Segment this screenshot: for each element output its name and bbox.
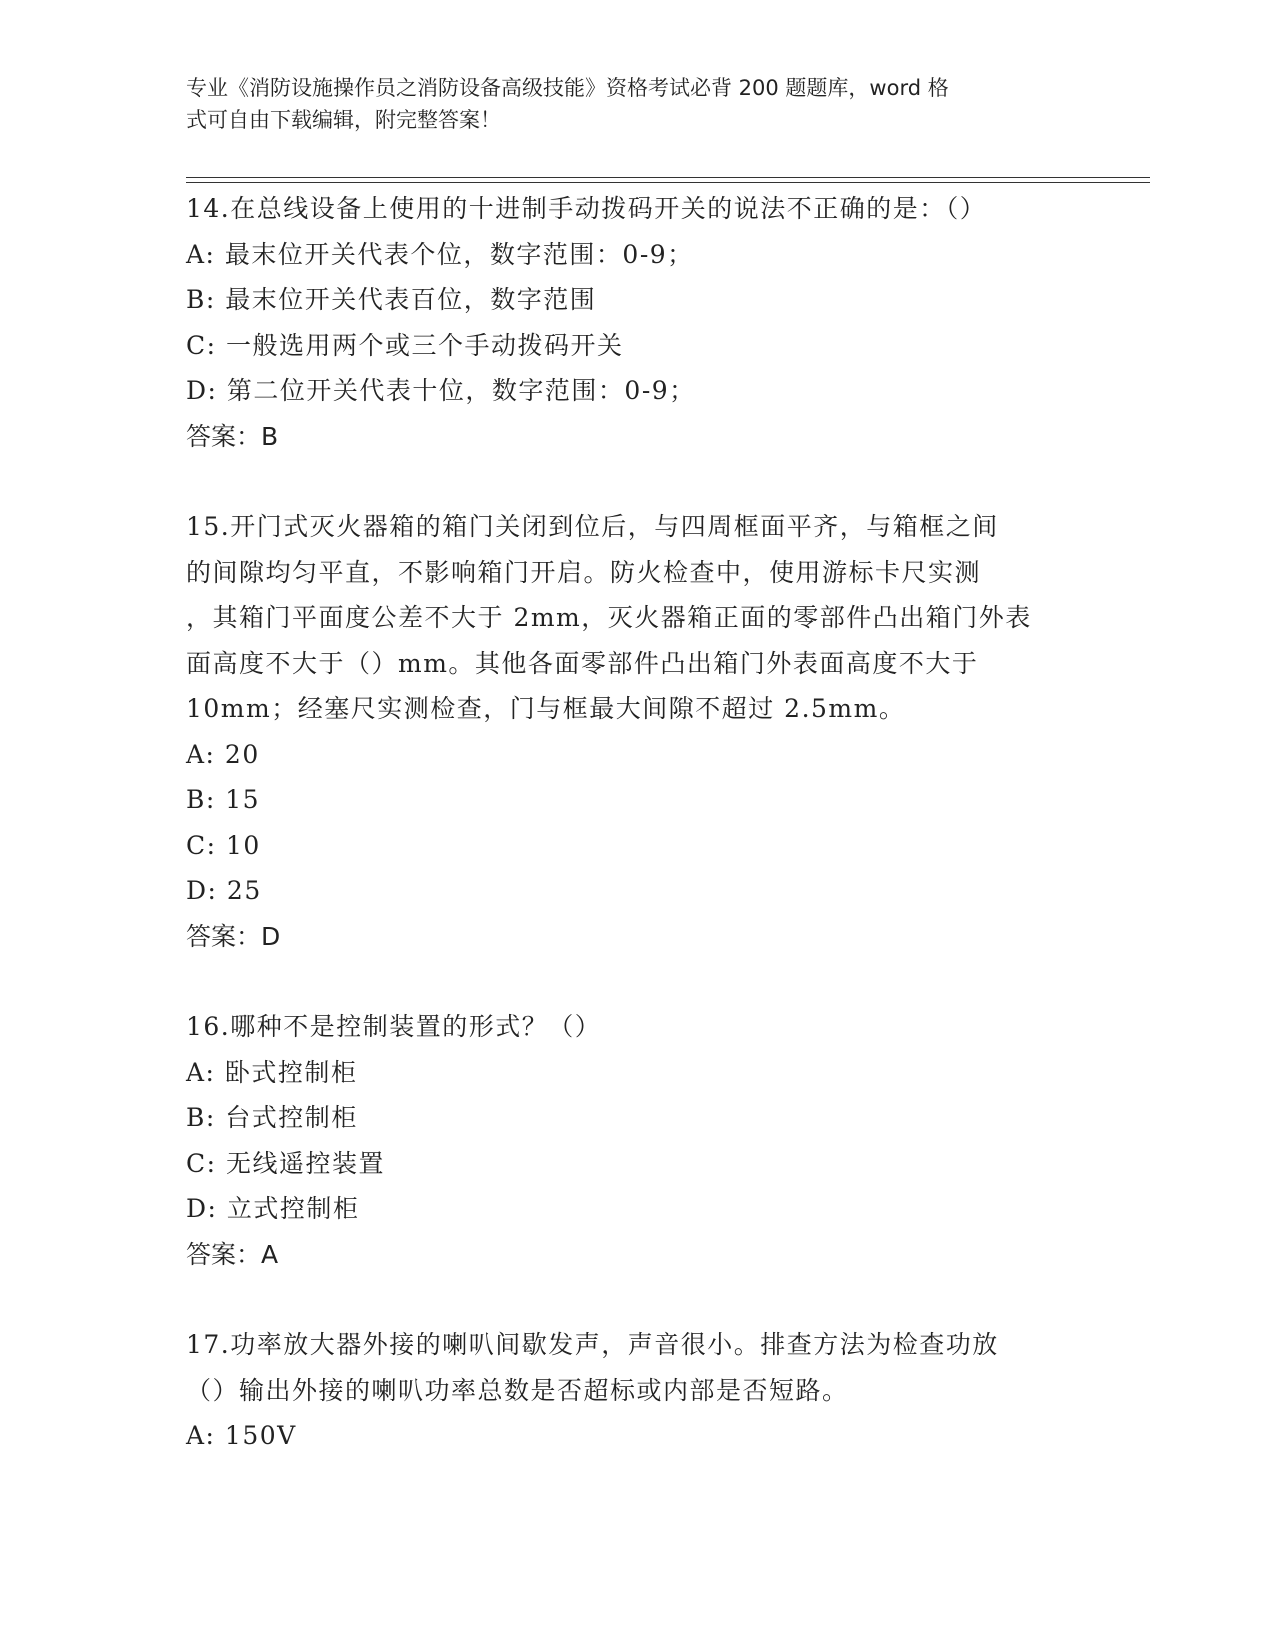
header-line-2: 式可自由下载编辑，附完整答案！ [186,108,501,132]
answer-line: 答案：D [186,921,281,951]
option-d: D: 立式控制柜 [186,1194,360,1223]
option-a: A: 150V [186,1421,297,1450]
option-a: A: 20 [186,739,260,769]
question-text-line: 17.功率放大器外接的喇叭间歇发声，声音很小。排查方法为检查功放 [186,1330,999,1359]
option-c: C: 无线遥控装置 [186,1148,385,1178]
question-15 [186,504,1086,959]
option-b: B: 台式控制柜 [186,1103,358,1132]
option-c: C: 一般选用两个或三个手动拨码开关 [186,330,624,360]
answer-line: 答案：B [186,421,279,451]
header-line-1: 专业《消防设施操作员之消防设备高级技能》资格考试必背 200 题题库，word 格 [186,76,949,100]
question-17 [186,1322,1086,1459]
answer-line: 答案：A [186,1239,279,1269]
option-b: B: 15 [186,785,261,814]
question-text-line: ，其箱门平面度公差不大于 2mm，灭火器箱正面的零部件凸出箱门外表 [186,603,1032,632]
option-d: D: 25 [186,876,262,905]
header-divider-bottom [186,182,1150,183]
question-list [186,186,1086,1459]
question-text-line: 10mm；经塞尺实测检查，门与框最大间隙不超过 2.5mm。 [186,694,906,723]
question-text-line: 16.哪种不是控制装置的形式？（） [186,1012,602,1041]
question-16 [186,1004,1086,1277]
question-14 [186,186,1086,459]
header-divider-top [186,177,1150,178]
option-c: C: 10 [186,830,261,860]
question-text-line: （）输出外接的喇叭功率总数是否超标或内部是否短路。 [186,1375,849,1405]
option-d: D: 第二位开关代表十位，数字范围：0-9； [186,376,696,405]
question-text-line: 15.开门式灭火器箱的箱门关闭到位后，与四周框面平齐，与箱框之间 [186,512,999,541]
option-b: B: 最末位开关代表百位，数字范围 [186,285,597,314]
question-text-line: 的间隙均匀平直，不影响箱门开启。防火检查中，使用游标卡尺实测 [186,557,982,587]
document-header [186,72,1066,136]
option-a: A: 卧式控制柜 [186,1057,358,1087]
question-text-line: 14.在总线设备上使用的十进制手动拨码开关的说法不正确的是：（） [186,194,987,223]
option-a: A: 最末位开关代表个位，数字范围：0-9； [186,239,694,269]
question-text-line: 面高度不大于（）mm。其他各面零部件凸出箱门外表面高度不大于 [186,648,979,678]
